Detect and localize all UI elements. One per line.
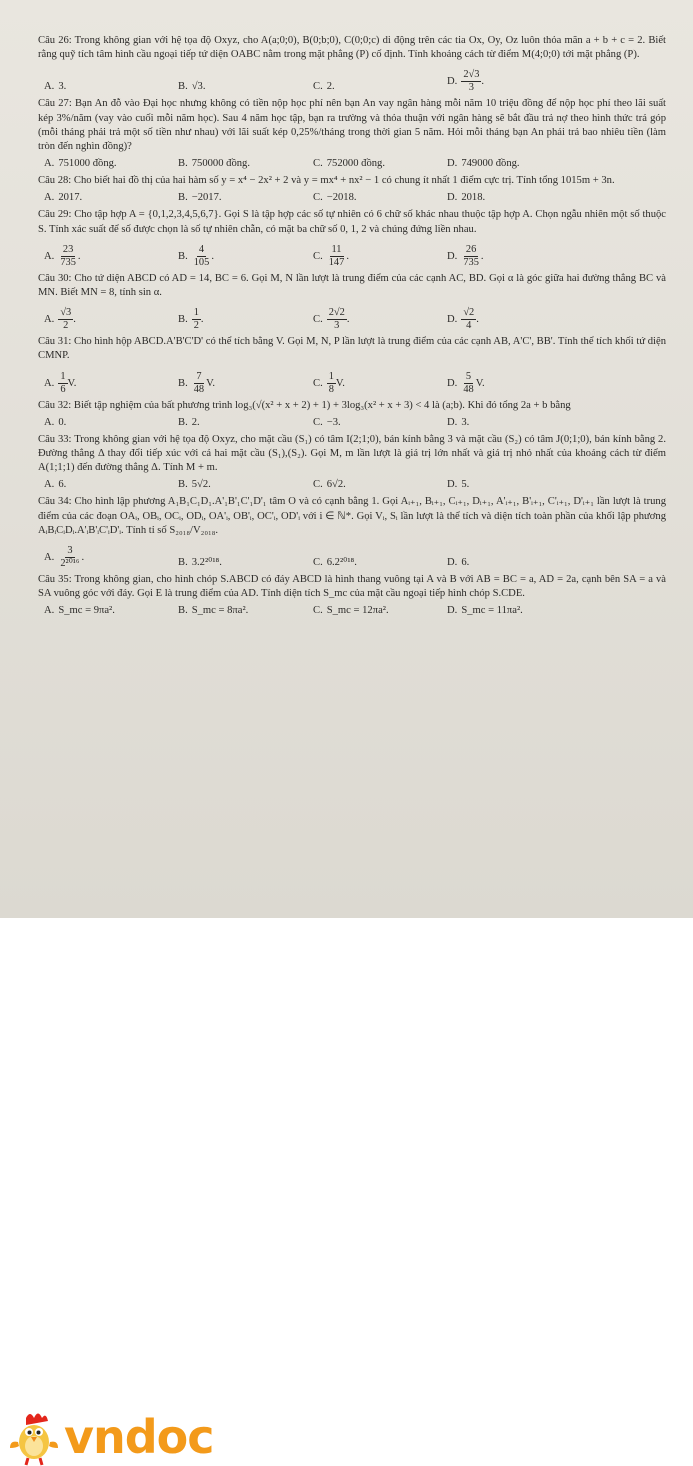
option-text: 749000 đồng.	[461, 158, 520, 170]
question-stem: Câu 31: Cho hình hộp ABCD.A'B'C'D' có thể tích bằng V. Gọi M, N, P lần lượt là trung điểm của các cạnh AB, A'C', BB'. Tính thể tích khối tứ diện CMNP.	[38, 336, 666, 362]
numerator: 2√2	[328, 307, 345, 319]
denominator: 4	[466, 320, 472, 332]
answer-option	[313, 80, 447, 94]
answer-option	[313, 556, 447, 570]
answer-option	[313, 371, 447, 396]
fraction	[327, 307, 347, 332]
option-label: C.	[313, 158, 323, 170]
answer-option	[447, 307, 581, 332]
option-label: B.	[178, 192, 188, 204]
option-text: 0.	[58, 416, 67, 428]
option-label: B.	[178, 377, 188, 389]
numerator: 26	[465, 243, 477, 255]
option-text: 5√2.	[191, 479, 211, 491]
fraction	[58, 371, 67, 396]
option-suffix: .	[73, 314, 76, 326]
option-label: C.	[313, 416, 323, 428]
fraction	[192, 371, 206, 396]
answer-option	[44, 604, 178, 618]
question-stem: Câu 28: Cho biết hai đồ thị của hai hàm số y = x⁴ − 2x² + 2 và y = mx⁴ + nx² − 1 có chung ít nhất 1 điểm cực trị. Tính tổng 1015m + 3n.	[38, 175, 615, 187]
option-label: A.	[44, 250, 55, 262]
fraction	[58, 307, 73, 332]
option-suffix: V.	[475, 377, 485, 389]
option-label: D.	[447, 250, 458, 262]
question-stem: Câu 29: Cho tập hợp A = {0,1,2,3,4,5,6,7}. Gọi S là tập hợp các số tự nhiên có 6 chữ số khác nhau thuộc tập hợp A. Chọn ngẫu nhiên một số thuộc S. Tính xác suất để số được chọn là số tự nhiên chẵn, có mặt ba chữ số 0, 1, 2 và chúng đứng liền nhau.	[38, 209, 666, 235]
answer-option	[313, 416, 447, 430]
option-text: 751000 đồng.	[58, 158, 117, 170]
option-label: C.	[313, 314, 323, 326]
question-stem: Câu 35: Trong không gian, cho hình chóp S.ABCD có đáy ABCD là hình thang vuông tại A và B với AB = BC = a, AD = 2a, cạnh bên SA = a và SA vuông góc với đáy. Gọi E là trung điểm của AD. Tính diện tích S_mc của mặt cầu ngoại tiếp hình chóp S.CDE.	[38, 574, 666, 600]
fraction	[58, 545, 81, 570]
option-label: D.	[447, 158, 458, 170]
answer-option	[447, 157, 581, 171]
fraction	[461, 244, 481, 269]
question-stem: Câu 32: Biết tập nghiệm của bất phương trình log₃(√(x² + x + 2) + 1) + 3log₃(x² + x + 3) < 4 là (a;b). Khi đó tổng 2a + b bằng	[38, 399, 571, 411]
option-text: −3.	[326, 416, 341, 428]
answer-option	[44, 157, 178, 171]
denominator: 105	[193, 256, 210, 268]
fraction	[192, 244, 212, 269]
answer-options	[44, 302, 666, 332]
answer-option	[178, 157, 313, 171]
answer-option	[447, 69, 581, 94]
option-text: 6√2.	[326, 479, 346, 491]
option-label: D.	[447, 314, 458, 326]
rooster-mascot-icon	[8, 1408, 60, 1466]
answer-option	[44, 478, 178, 492]
option-label: A.	[44, 158, 55, 170]
answer-option	[447, 478, 581, 492]
question-28	[38, 174, 666, 205]
numerator: 7	[196, 370, 202, 382]
question-stem: Câu 26: Trong không gian với hệ tọa độ Oxyz, cho A(a;0;0), B(0;b;0), C(0;0;c) di động trên các tia Ox, Oy, Oz luôn thỏa mãn a + b + c = 2. Biết rằng quỹ tích tâm hình cầu ngoại tiếp tứ diện OABC nằm trong mặt phẳng (P) cố định. Tính khoảng cách từ điểm M(4;0;0) tới mặt phẳng (P).	[38, 35, 666, 61]
option-label: B.	[178, 416, 188, 428]
option-suffix: .	[476, 314, 479, 326]
option-label: D.	[447, 192, 458, 204]
question-31	[38, 335, 666, 395]
option-label: C.	[313, 377, 323, 389]
answer-option	[447, 604, 581, 618]
option-text: 6.	[461, 556, 470, 568]
option-text: S_mc = 9πa².	[58, 605, 115, 617]
numerator: √2	[463, 307, 475, 319]
numerator: 2√3	[463, 69, 480, 81]
answer-option	[447, 191, 581, 205]
option-label: D.	[447, 605, 458, 617]
option-label: C.	[313, 192, 323, 204]
denominator: 735	[60, 256, 76, 268]
answer-options	[44, 540, 666, 570]
question-stem: Câu 27: Bạn An đỗ vào Đại học nhưng không có tiền nộp học phí nên bạn An vay ngân hàng mỗi năm 10 triệu đồng để nộp học phí theo lãi suất kép 3%/năm (vay vào cuối mỗi năm học). Sau 4 năm học tập, bạn ra trường và thỏa thuận với ngân hàng sẽ bắt đầu trả nợ theo hình thức trả góp (mỗi tháng phải trả một số tiền như nhau) với lãi suất kép 0,25%/tháng trong thời gian 5 năm. Hỏi mỗi tháng bạn An phải trả bao nhiêu tiền (làm tròn đến nghìn đồng)?	[38, 98, 666, 153]
answer-options	[44, 415, 666, 430]
answer-option	[178, 80, 313, 94]
option-text: S_mc = 8πa².	[191, 605, 249, 617]
option-suffix: V.	[206, 377, 216, 389]
denominator: 2	[193, 320, 199, 332]
denominator: 735	[463, 256, 479, 268]
option-label: A.	[44, 377, 55, 389]
option-text: 5.	[461, 479, 470, 491]
option-label: D.	[447, 479, 458, 491]
option-suffix: .	[346, 250, 349, 262]
option-suffix: .	[346, 314, 350, 326]
answer-option	[178, 416, 313, 430]
option-text: 3.2²⁰¹⁸.	[191, 556, 222, 568]
option-label: A.	[44, 81, 55, 93]
numerator: 3	[67, 545, 73, 557]
logo-wordmark: vndoc	[64, 1410, 214, 1464]
answer-options	[44, 64, 666, 94]
denominator: 48	[193, 383, 205, 395]
option-text: 752000 đồng.	[326, 158, 385, 170]
denominator: 8	[328, 383, 334, 395]
answer-option	[44, 307, 178, 332]
option-suffix: .	[81, 552, 85, 563]
option-text: 3.	[58, 81, 67, 93]
answer-option	[178, 604, 313, 618]
fraction	[327, 371, 336, 396]
answer-option	[447, 244, 581, 269]
option-label: C.	[313, 250, 323, 262]
numerator: 1	[193, 307, 199, 319]
answer-options	[44, 156, 666, 171]
option-label: B.	[178, 314, 188, 326]
option-suffix: .	[480, 250, 484, 262]
numerator: 11	[331, 243, 342, 255]
question-30	[38, 272, 666, 332]
option-suffix: .	[481, 76, 485, 88]
fraction	[192, 307, 201, 332]
answer-option	[44, 416, 178, 430]
answer-option	[44, 191, 178, 205]
option-label: B.	[178, 605, 188, 617]
question-27	[38, 97, 666, 171]
answer-options	[44, 603, 666, 618]
option-label: A.	[44, 605, 55, 617]
option-label: A.	[44, 314, 55, 326]
answer-option	[44, 545, 178, 570]
answer-option	[447, 416, 581, 430]
option-text: 750000 đồng.	[191, 158, 250, 170]
answer-option	[44, 371, 178, 396]
fraction	[461, 69, 481, 94]
answer-option	[313, 307, 447, 332]
option-suffix: .	[211, 250, 214, 262]
option-text: 2017.	[58, 192, 83, 204]
option-text: 2018.	[461, 192, 486, 204]
numerator: 23	[62, 243, 74, 255]
question-stem: Câu 33: Trong không gian với hệ tọa độ Oxyz, cho mặt cầu (S₁) có tâm I(2;1;0), bán kính bằng 3 và mặt cầu (S₂) có tâm J(0;1;0), bán kính bằng 2. Đường thẳng Δ thay đổi tiếp xúc với cả hai mặt cầu (S₁),(S₂). Gọi M, m lần lượt là giá trị lớn nhất và giá trị nhỏ nhất của khoảng cách từ điểm A(1;1;1) đến đường thẳng Δ. Tính M + m.	[38, 433, 666, 474]
option-label: C.	[313, 81, 323, 93]
option-text: 6.2²⁰¹⁸.	[326, 556, 357, 568]
option-label: A.	[44, 416, 55, 428]
answer-options	[44, 366, 666, 396]
numerator: 1	[328, 370, 334, 382]
option-label: C.	[313, 479, 323, 491]
option-label: D.	[447, 76, 458, 88]
option-text: √3.	[191, 81, 206, 93]
option-label: B.	[178, 158, 188, 170]
denominator: 147	[328, 256, 345, 268]
numerator: 4	[198, 243, 205, 255]
option-label: A.	[44, 479, 55, 491]
denominator: 3	[468, 82, 474, 94]
option-label: D.	[447, 377, 458, 389]
question-stem: Câu 34: Cho hình lập phương A₁B₁C₁D₁.A'₁B'₁C'₁D'₁ tâm O và có cạnh bằng 1. Gọi Aᵢ₊₁, Bᵢ₊₁, Cᵢ₊₁, Dᵢ₊₁, A'ᵢ₊₁, B'ᵢ₊₁, C'ᵢ₊₁, D'ᵢ₊₁ lần lượt là trung điểm của các đoạn OAᵢ, OBᵢ, OCᵢ, ODᵢ, OA'ᵢ, OB'ᵢ, OC'ᵢ, OD'ᵢ với i ∈ ℕ*. Gọi Vᵢ, Sᵢ lần lượt là thể tích và diện tích toàn phần của khối lập phương AᵢBᵢCᵢDᵢ.A'ᵢB'ᵢC'ᵢD'ᵢ. Tính tỉ số S₂₀₁₈/V₂₀₁₈.	[38, 496, 666, 536]
option-label: A.	[44, 192, 55, 204]
answer-option	[313, 157, 447, 171]
option-text: S_mc = 11πa².	[461, 605, 523, 617]
answer-option	[44, 244, 178, 269]
question-32	[38, 399, 666, 430]
question-29	[38, 208, 666, 268]
question-35	[38, 573, 666, 618]
option-label: B.	[178, 81, 188, 93]
option-text: 2.	[326, 81, 335, 93]
numerator: 5	[465, 370, 472, 382]
answer-option	[313, 478, 447, 492]
answer-options	[44, 477, 666, 492]
fraction	[461, 371, 475, 396]
denominator: 2	[63, 320, 69, 332]
question-stem: Câu 30: Cho tứ diện ABCD có AD = 14, BC = 6. Gọi M, N lần lượt là trung điểm của các cạnh AC, BD. Gọi α là góc giữa hai đường thẳng BC và MN. Biết MN = 8, tính sin α.	[38, 272, 666, 299]
denominator: 48	[463, 383, 474, 395]
option-suffix: V.	[335, 377, 345, 389]
answer-option	[447, 371, 581, 396]
answer-option	[178, 556, 313, 570]
option-suffix: V.	[67, 377, 77, 389]
option-text: 2.	[191, 416, 200, 428]
denominator: 3	[334, 320, 340, 332]
option-text: S_mc = 12πa².	[326, 605, 389, 617]
option-text: −2017.	[191, 192, 222, 204]
option-suffix: .	[77, 250, 81, 262]
option-label: B.	[178, 250, 188, 262]
answer-options	[44, 190, 666, 205]
option-label: A.	[44, 552, 55, 563]
answer-option	[178, 371, 313, 396]
option-label: B.	[178, 479, 188, 491]
option-label: B.	[178, 556, 188, 568]
answer-option	[313, 191, 447, 205]
answer-option	[178, 478, 313, 492]
answer-option	[178, 244, 313, 269]
question-34	[38, 495, 666, 570]
answer-option	[44, 80, 178, 94]
answer-option	[178, 191, 313, 205]
answer-option	[313, 244, 447, 269]
answer-options	[44, 239, 666, 269]
numerator: 1	[60, 370, 66, 382]
option-label: D.	[447, 416, 458, 428]
fraction	[58, 244, 78, 269]
answer-option	[178, 307, 313, 332]
option-text: 3.	[461, 416, 470, 428]
option-label: C.	[313, 556, 323, 568]
question-33	[38, 433, 666, 493]
option-text: −2018.	[326, 192, 357, 204]
denominator: 6	[60, 383, 66, 395]
numerator: √3	[60, 307, 72, 319]
answer-option	[313, 604, 447, 618]
option-label: C.	[313, 605, 323, 617]
answer-option	[447, 556, 581, 570]
vndoc-logo	[8, 1408, 228, 1466]
option-text: 6.	[58, 479, 67, 491]
denominator: 2²⁰¹⁶	[60, 558, 80, 570]
fraction	[327, 244, 347, 269]
question-list	[38, 34, 666, 621]
option-suffix: .	[200, 314, 204, 326]
option-label: D.	[447, 556, 458, 568]
fraction	[461, 307, 476, 332]
question-26	[38, 34, 666, 94]
